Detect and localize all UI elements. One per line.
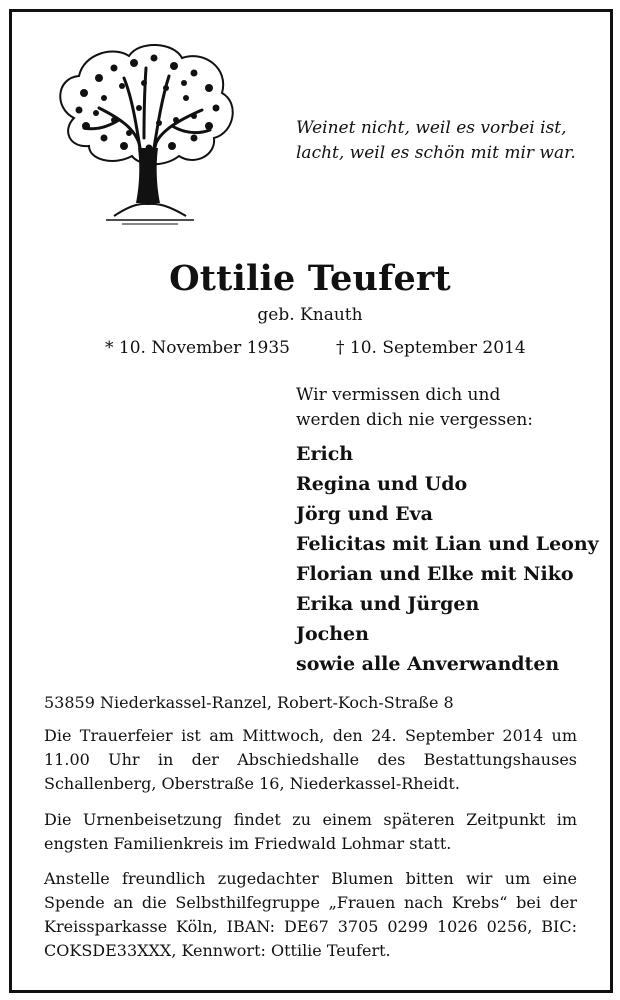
mourner-name: Felicitas mit Lian und Leony [296,533,599,555]
mourner-name: Erika und Jürgen [296,593,480,615]
death-date: † 10. September 2014 [336,338,526,358]
mourner-name: Regina und Udo [296,473,468,495]
quote-line-2: lacht, weil es schön mit mir war. [296,143,576,163]
mourner-name: Jochen [296,623,369,645]
mourners-intro-line-1: Wir vermissen dich und [296,385,501,405]
tree-illustration [44,38,244,230]
birth-name: geb. Knauth [257,305,363,325]
mourners-intro-line-2: werden dich nie vergessen: [296,410,533,430]
funeral-notice: Die Trauerfeier ist am Mittwoch, den 24. September 2014 um 11.00 Uhr in der Abschiedshalle des Bestattungshauses Schallenberg, Oberstraße 16, Niederkassel-Rheidt. [44,726,577,793]
deceased-name: Ottilie Teufert [169,258,451,299]
mourner-name: Florian und Elke mit Niko [296,563,574,585]
mourner-name: sowie alle Anverwandten [296,653,560,675]
mourner-name: Jörg und Eva [296,503,433,525]
family-address: 53859 Niederkassel-Ranzel, Robert-Koch-Straße 8 [44,693,454,712]
memorial-quote [296,116,596,166]
birth-date: * 10. November 1935 [105,338,290,358]
mourners-list [296,439,599,679]
burial-notice: Die Urnenbeisetzung findet zu einem späteren Zeitpunkt im engsten Familienkreis im Friedwald Lohmar statt. [44,810,577,853]
mourners-intro [296,383,533,433]
quote-line-1: Weinet nicht, weil es vorbei ist, [296,118,567,138]
mourner-name: Erich [296,443,354,465]
donation-notice: Anstelle freundlich zugedachter Blumen bitten wir um eine Spende an die Selbsthilfegruppe „Frauen nach Krebs“ bei der Kreissparkasse Köln, IBAN: DE67 3705 0299 1026 0256, BIC: COKSDE33XXX, Kennwort: Ottilie Teufert. [44,869,577,960]
